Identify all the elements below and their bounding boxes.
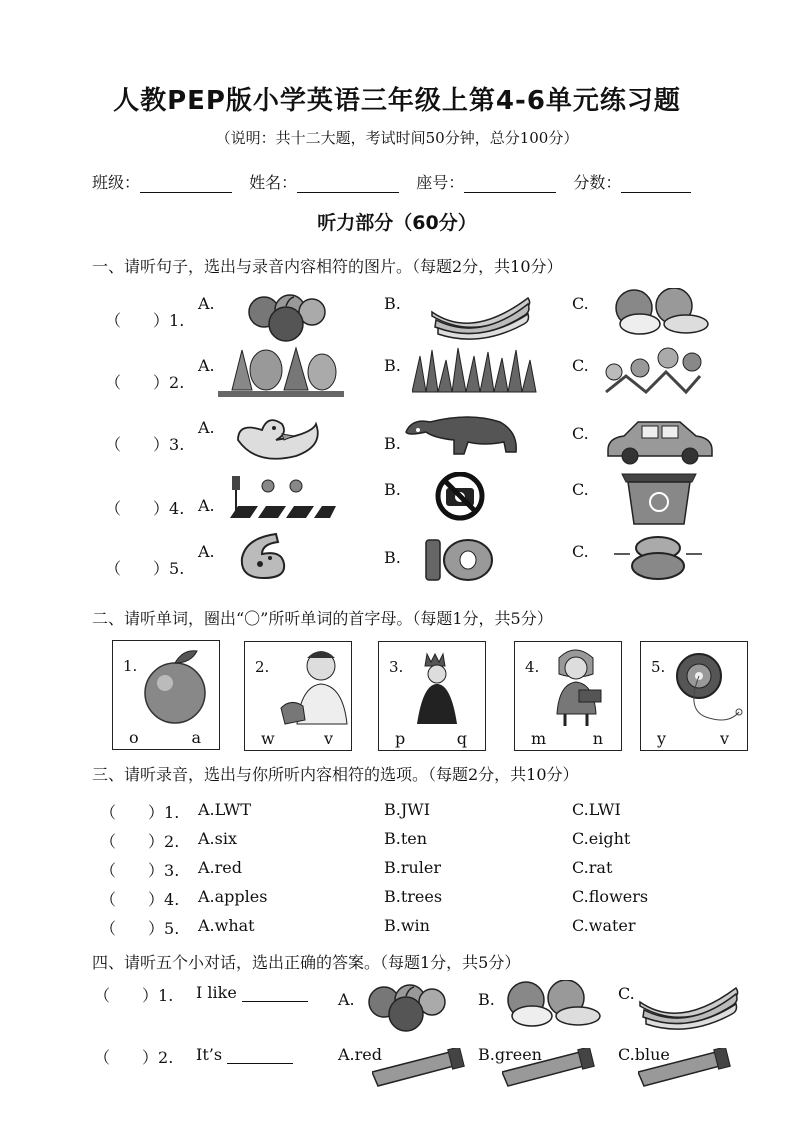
answer-paren[interactable]: （ ）3. [100,861,180,880]
number-eight-icon [610,534,706,582]
oranges-icon [604,288,712,336]
grass-icon [412,346,538,394]
option-a[interactable]: A. [198,496,215,515]
paint-tube-icon [372,1048,468,1088]
letter-option[interactable]: w [261,729,275,748]
yoyo-icon [659,646,745,726]
card-number: 4. [525,658,540,676]
car-icon [604,416,714,466]
option-a[interactable]: A. [198,418,215,437]
page-title: 人教PEP版小学英语三年级上第4-6单元练习题 [113,86,681,116]
answer-paren[interactable]: （ ）5. [105,559,185,578]
option-b[interactable]: B.green [478,1045,542,1064]
option-c[interactable]: C.rat [572,858,613,877]
recycle-bin-icon [618,468,702,528]
score-label: 分数： [573,173,622,192]
letter-option[interactable]: v [323,729,333,748]
option-a[interactable]: A.six [198,829,237,848]
question-stem: I like [196,983,308,1002]
option-c[interactable]: C. [572,294,589,313]
apples-icon [242,290,328,342]
name-blank[interactable] [297,178,399,193]
oranges-icon [496,980,604,1028]
letter-option[interactable]: v [719,729,729,748]
orange-icon [135,645,215,727]
section-1-heading: 一、请听句子，选出与录音内容相符的图片。（每题2分，共10分） [92,257,563,276]
option-b[interactable]: B.JWI [384,800,431,819]
option-c[interactable]: C.blue [618,1045,670,1064]
answer-paren[interactable]: （ ）2. [105,373,185,392]
option-b[interactable]: B. [384,434,401,453]
option-b[interactable]: B. [478,990,495,1009]
bear-icon [404,410,528,458]
vet-icon [267,646,351,730]
option-a[interactable]: A.red [198,858,242,877]
option-c[interactable]: C.eight [572,829,631,848]
bananas-icon [636,978,740,1032]
option-c[interactable]: C. [572,480,589,499]
student-info [92,170,691,193]
option-c[interactable]: C. [572,424,589,443]
option-b[interactable]: B. [384,356,401,375]
paint-tube-icon [638,1048,734,1088]
score-blank[interactable] [621,178,691,193]
option-a[interactable]: A.LWT [198,800,251,819]
option-c[interactable]: C. [572,356,589,375]
answer-paren[interactable]: （ ）2. [94,1048,174,1067]
class-blank[interactable] [140,178,232,193]
option-a[interactable]: A. [338,990,355,1009]
option-a[interactable]: A.what [198,916,255,935]
option-c[interactable]: C.LWI [572,800,621,819]
answer-paren[interactable]: （ ）1. [100,803,180,822]
card-number: 2. [255,658,270,676]
answer-paren[interactable]: （ ）2. [100,832,180,851]
trees-icon [218,344,346,400]
answer-paren[interactable]: （ ）3. [105,435,185,454]
name-label: 姓名： [249,173,298,192]
queen-icon [397,646,481,730]
letter-card [514,641,622,751]
option-a[interactable]: A. [198,294,215,313]
letter-option[interactable]: a [191,728,201,747]
card-number: 1. [123,657,138,675]
letter-card [112,640,220,750]
section-4-heading: 四、请听五个小对话，选出正确的答案。（每题1分，共5分） [92,953,521,972]
crosswalk-icon [230,472,338,522]
option-a[interactable]: A. [198,542,215,561]
letter-option[interactable]: o [129,728,139,747]
option-b[interactable]: B. [384,548,401,567]
answer-blank[interactable] [227,1049,293,1064]
option-b[interactable]: B. [384,480,401,499]
option-c[interactable]: C. [572,542,589,561]
option-b[interactable]: B. [384,294,401,313]
letter-card [640,641,748,751]
seat-blank[interactable] [464,178,556,193]
option-a[interactable]: A. [198,356,215,375]
answer-paren[interactable]: （ ）5. [100,919,180,938]
option-a[interactable]: A.red [338,1045,382,1064]
option-b[interactable]: B.win [384,916,430,935]
number-six-icon [236,530,300,580]
listening-part-heading: 听力部分（60分） [317,212,477,234]
paint-tube-icon [502,1048,598,1088]
letter-card [378,641,486,751]
letter-option[interactable]: p [395,729,406,748]
class-label: 班级： [92,173,141,192]
section-2-heading: 二、请听单词，圈出“〇”所听单词的首字母。（每题1分，共5分） [92,609,553,628]
seat-label: 座号： [416,173,465,192]
apples-icon [362,980,448,1032]
flowers-icon [596,346,706,396]
number-ten-icon [424,534,496,584]
option-b[interactable]: B.ten [384,829,428,848]
letter-option[interactable]: y [657,729,667,748]
option-c[interactable]: C.water [572,916,636,935]
letter-option[interactable]: q [456,729,467,748]
question-stem: It’s [196,1045,293,1064]
duck-icon [232,412,334,464]
answer-blank[interactable] [242,987,308,1002]
card-number: 5. [651,658,666,676]
answer-paren[interactable]: （ ）1. [94,986,174,1005]
option-b[interactable]: B.trees [384,887,443,906]
answer-paren[interactable]: （ ）4. [100,890,180,909]
bananas-icon [428,288,532,342]
letter-card [244,641,352,751]
answer-paren[interactable]: （ ）1. [105,311,185,330]
section-3-heading: 三、请听录音，选出与你所听内容相符的选项。（每题2分，共10分） [92,765,579,784]
exam-instructions: （说明：共十二大题，考试时间50分钟，总分100分） [215,129,579,147]
card-number: 3. [389,658,404,676]
no-photo-icon [428,472,494,524]
option-c[interactable]: C. [618,984,635,1003]
letter-option[interactable]: n [592,729,603,748]
option-b[interactable]: B.ruler [384,858,442,877]
answer-paren[interactable]: （ ）4. [105,499,185,518]
nurse-icon [535,644,619,728]
option-c[interactable]: C.flowers [572,887,649,906]
letter-option[interactable]: m [531,729,547,748]
option-a[interactable]: A.apples [198,887,268,906]
